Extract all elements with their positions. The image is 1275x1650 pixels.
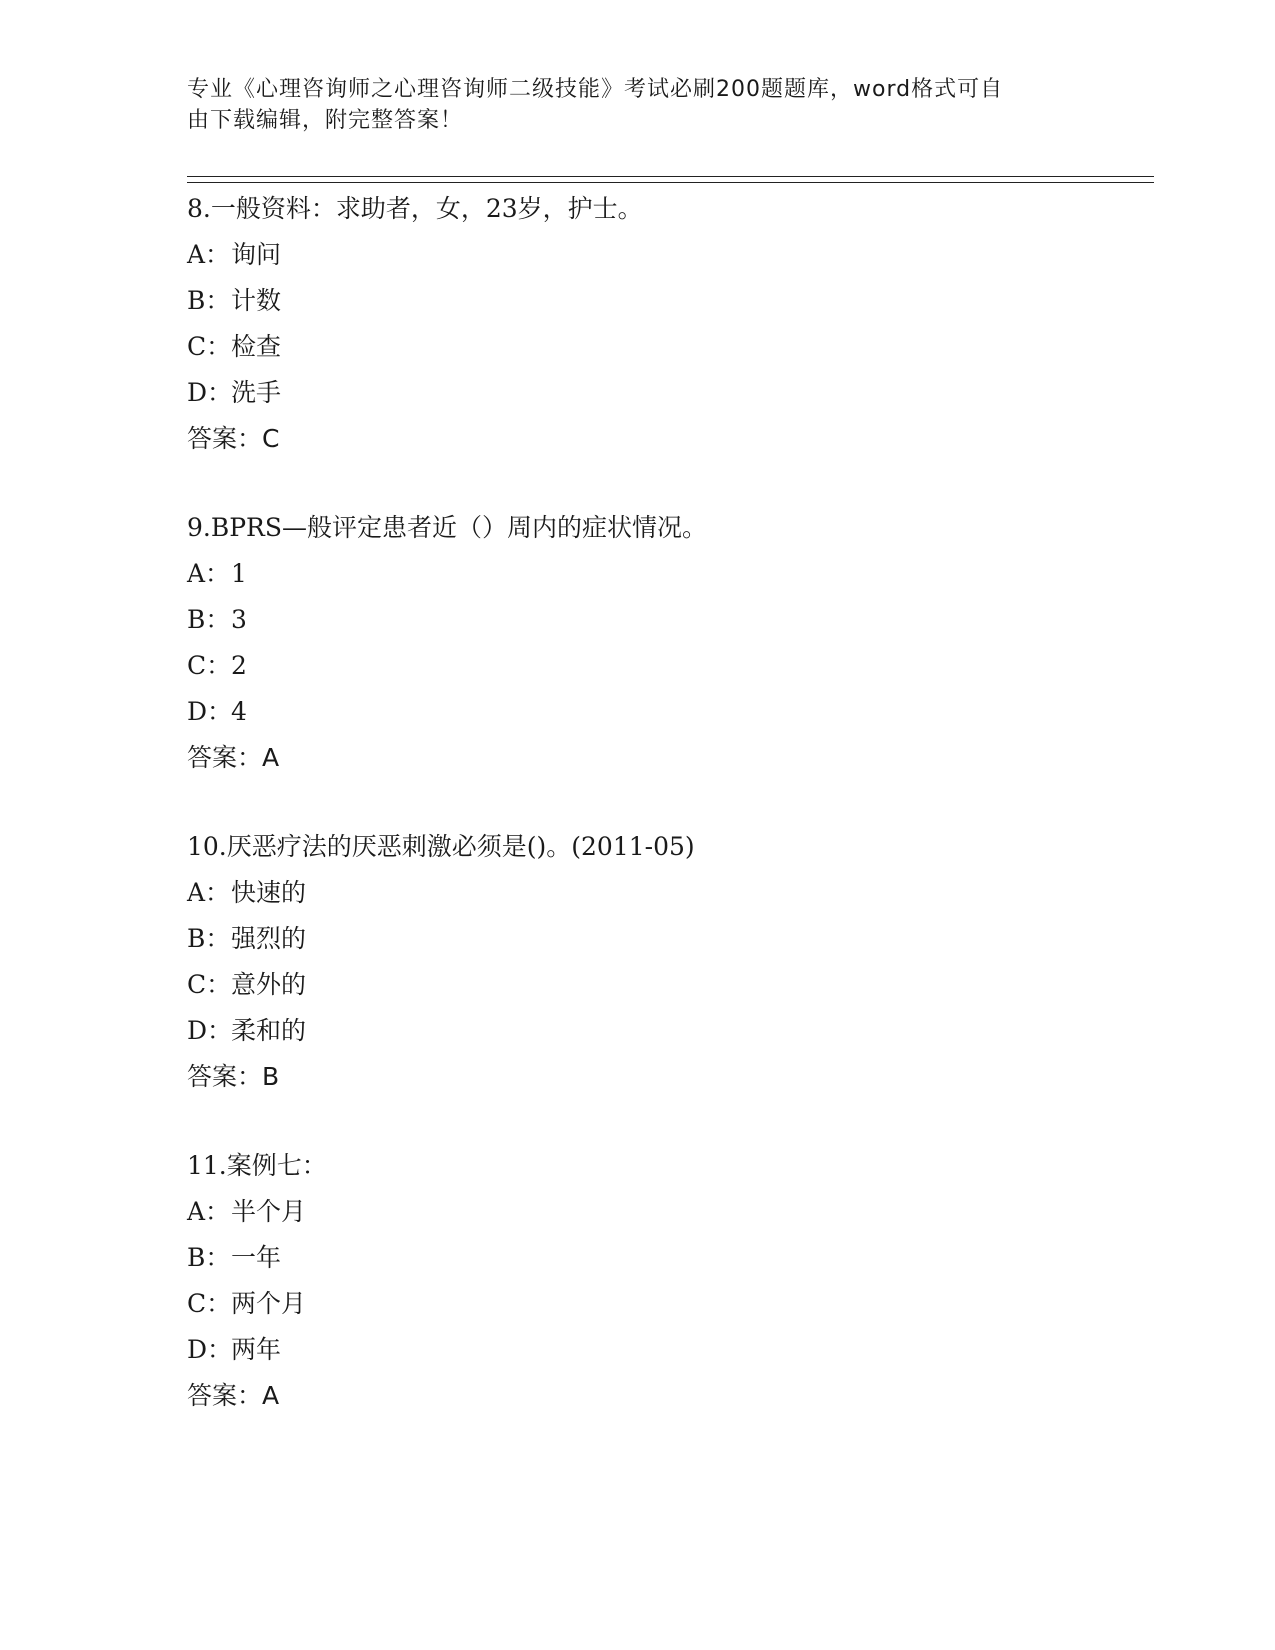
option-letter: A： bbox=[187, 240, 231, 269]
answer: 答案：C bbox=[187, 424, 280, 453]
option-letter: A： bbox=[187, 559, 231, 588]
option-letter: C： bbox=[187, 332, 232, 361]
option-text: 1 bbox=[231, 559, 247, 588]
option-text: 检查 bbox=[231, 332, 282, 361]
option-letter: C： bbox=[187, 1289, 232, 1318]
option-a bbox=[187, 551, 1154, 597]
option-text: 柔和的 bbox=[231, 1016, 307, 1045]
option-text: 强烈的 bbox=[231, 924, 307, 953]
option-text: 2 bbox=[231, 651, 247, 680]
header-divider-top bbox=[187, 176, 1154, 177]
option-text: 两个月 bbox=[231, 1289, 307, 1318]
question-9 bbox=[187, 505, 1154, 781]
option-letter: B： bbox=[187, 605, 231, 634]
option-c bbox=[187, 962, 1154, 1008]
option-b bbox=[187, 1235, 1154, 1281]
option-text: 一年 bbox=[231, 1243, 282, 1272]
answer: 答案：A bbox=[187, 743, 280, 772]
option-letter: C： bbox=[187, 651, 232, 680]
option-letter: A： bbox=[187, 878, 231, 907]
option-letter: A： bbox=[187, 1197, 231, 1226]
header-divider-bottom bbox=[187, 182, 1154, 183]
option-letter: B： bbox=[187, 1243, 231, 1272]
question-8 bbox=[187, 186, 1154, 462]
option-letter: D： bbox=[187, 697, 233, 726]
option-letter: D： bbox=[187, 1335, 233, 1364]
option-d bbox=[187, 689, 1154, 735]
answer: 答案：A bbox=[187, 1381, 280, 1410]
option-letter: D： bbox=[187, 1016, 233, 1045]
question-11 bbox=[187, 1143, 1154, 1419]
option-text: 计数 bbox=[231, 286, 282, 315]
option-letter: B： bbox=[187, 924, 231, 953]
option-text: 3 bbox=[231, 605, 247, 634]
option-letter: C： bbox=[187, 970, 232, 999]
option-d bbox=[187, 1327, 1154, 1373]
option-text: 意外的 bbox=[231, 970, 307, 999]
option-text: 两年 bbox=[231, 1335, 282, 1364]
option-b bbox=[187, 916, 1154, 962]
option-d bbox=[187, 1008, 1154, 1054]
option-text: 快速的 bbox=[231, 878, 307, 907]
option-text: 询问 bbox=[231, 240, 282, 269]
option-a bbox=[187, 1189, 1154, 1235]
option-letter: B： bbox=[187, 286, 231, 315]
option-letter: D： bbox=[187, 378, 233, 407]
option-b bbox=[187, 278, 1154, 324]
option-c bbox=[187, 324, 1154, 370]
option-text: 4 bbox=[231, 697, 247, 726]
option-c bbox=[187, 1281, 1154, 1327]
option-a bbox=[187, 232, 1154, 278]
document-header bbox=[187, 74, 1087, 136]
option-text: 半个月 bbox=[231, 1197, 307, 1226]
option-c bbox=[187, 643, 1154, 689]
question-title: 10.厌恶疗法的厌恶刺激必须是()。(2011-05) bbox=[187, 832, 695, 861]
option-d bbox=[187, 370, 1154, 416]
option-b bbox=[187, 597, 1154, 643]
answer: 答案：B bbox=[187, 1062, 280, 1091]
question-title: 9.BPRS—般评定患者近（）周内的症状情况。 bbox=[187, 513, 707, 542]
question-title: 8.一般资料：求助者，女，23岁，护士。 bbox=[187, 194, 643, 223]
option-text: 洗手 bbox=[231, 378, 282, 407]
header-line-2: 由下载编辑，附完整答案！ bbox=[187, 108, 464, 133]
question-title: 11.案例七： bbox=[187, 1151, 327, 1180]
option-a bbox=[187, 870, 1154, 916]
question-10 bbox=[187, 824, 1154, 1100]
header-line-1: 专业《心理咨询师之心理咨询师二级技能》考试必刷200题题库，word格式可自 bbox=[187, 77, 1004, 102]
